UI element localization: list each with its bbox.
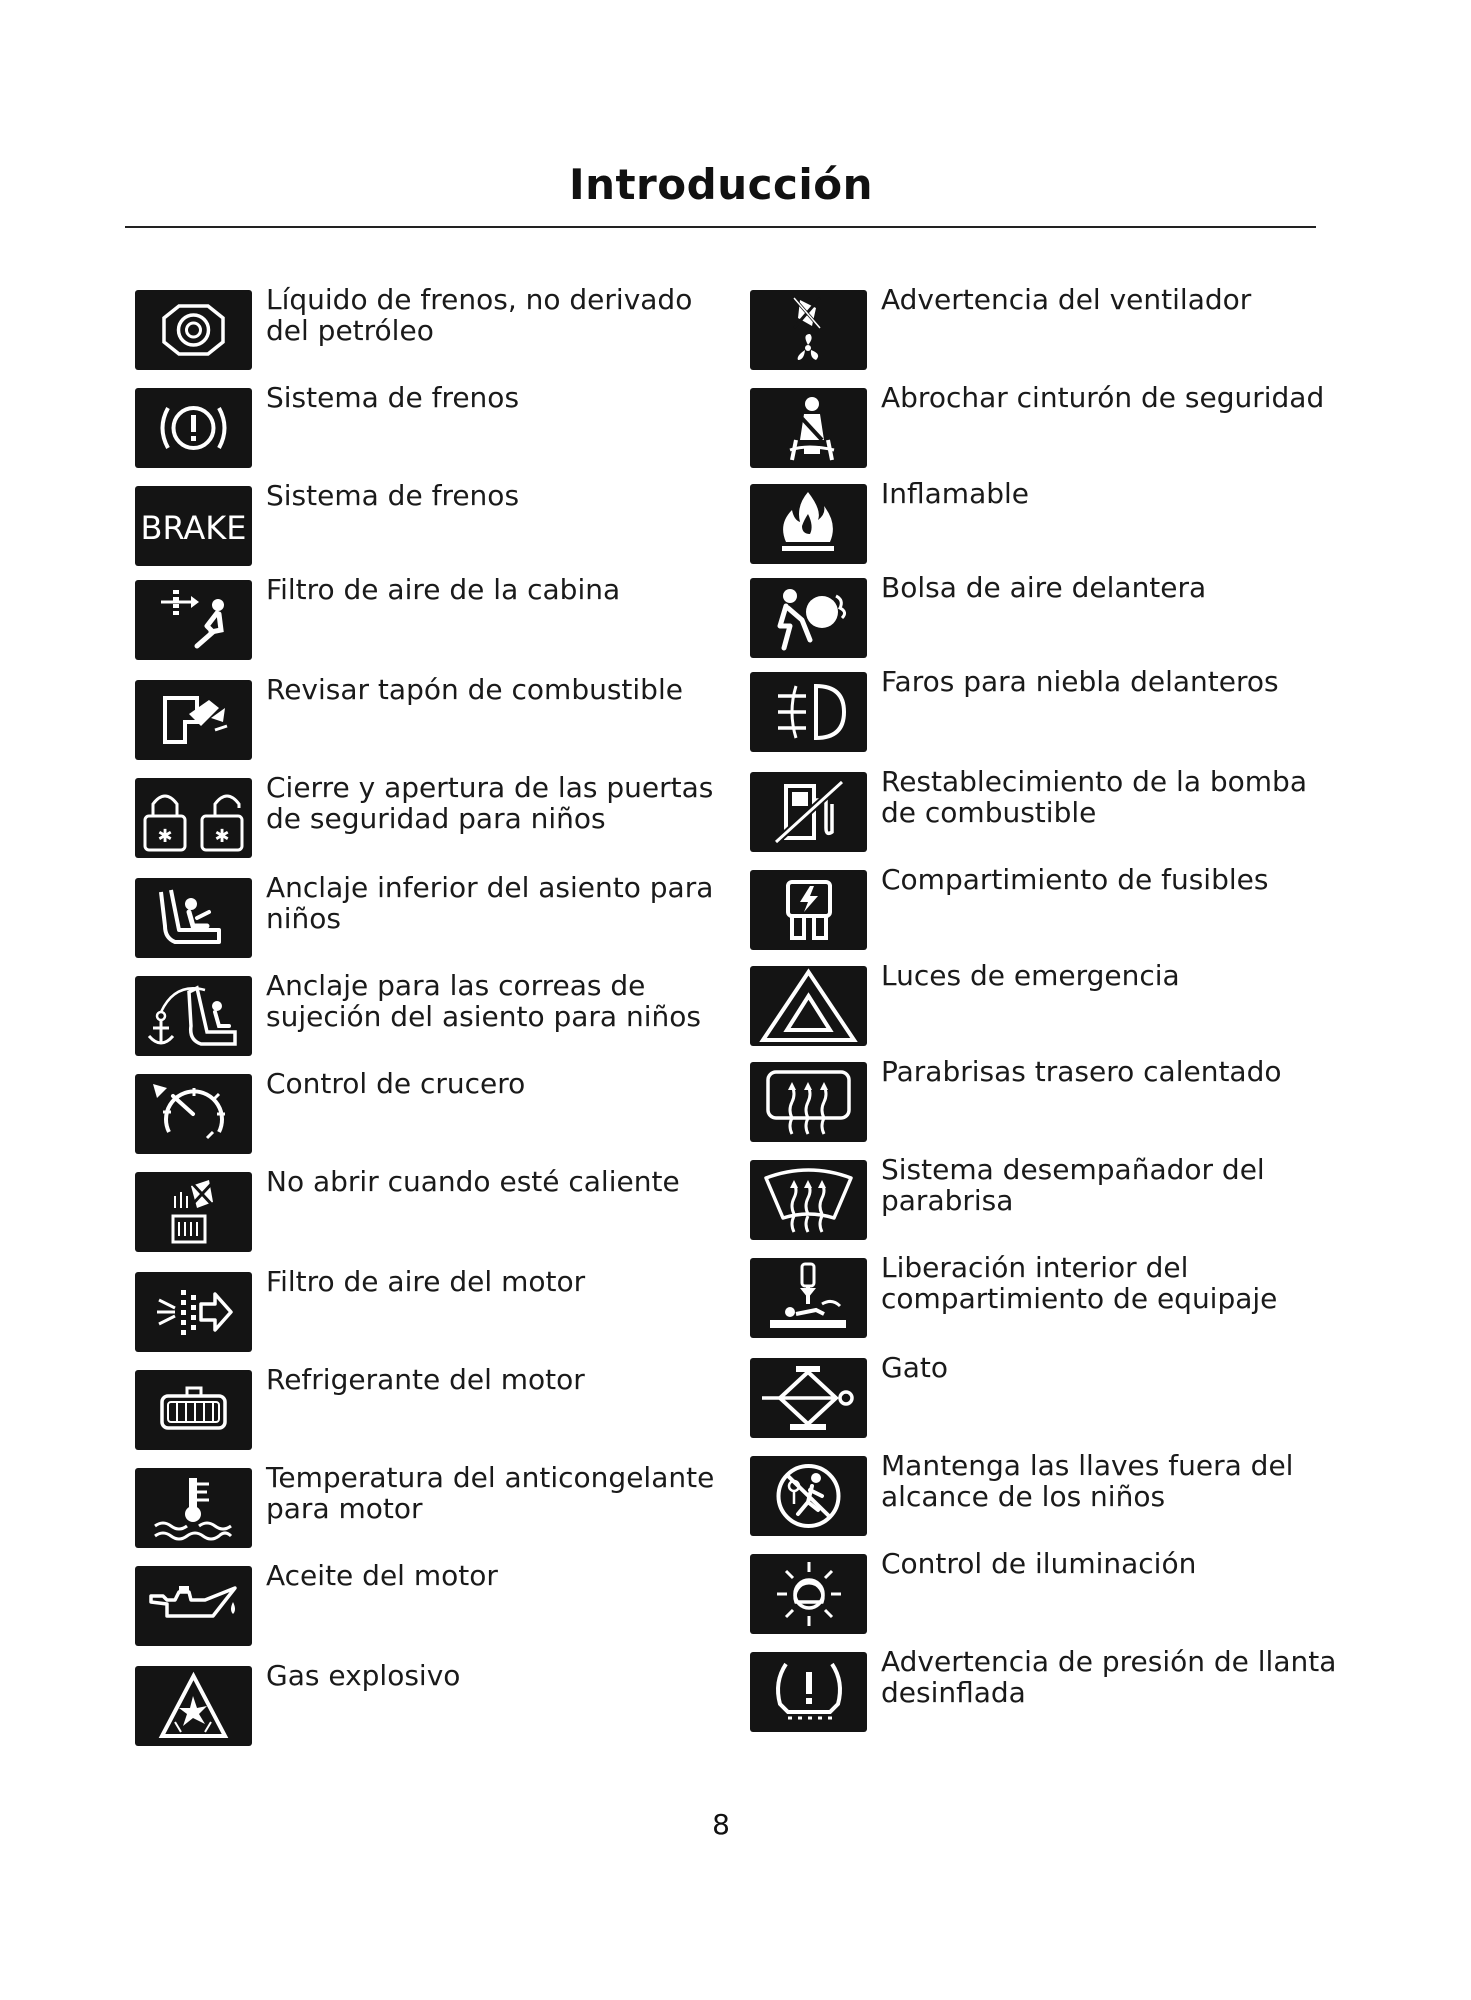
engine-oil-icon — [135, 1566, 252, 1646]
list-item — [135, 381, 735, 478]
list-item — [750, 1251, 1350, 1348]
symbol-label: Temperatura del anticongelante para motor — [266, 1461, 715, 1525]
symbol-label: Sistema de frenos — [266, 479, 520, 512]
brake-system-icon — [135, 388, 252, 468]
symbol-label: Aceite del motor — [266, 1559, 498, 1592]
symbol-label: Inflamable — [881, 477, 1030, 510]
fan-warning-icon — [750, 290, 867, 370]
list-item — [750, 863, 1350, 960]
front-airbag-icon — [750, 578, 867, 658]
symbol-label: Advertencia del ventilador — [881, 283, 1252, 316]
symbol-label: Advertencia de presión de llanta desinflada — [881, 1645, 1337, 1709]
symbol-label: Filtro de aire del motor — [266, 1265, 586, 1298]
hazard-lights-icon — [750, 966, 867, 1046]
symbol-label: Sistema de frenos — [266, 381, 520, 414]
list-item — [135, 1067, 735, 1164]
symbol-label: Control de crucero — [266, 1067, 526, 1100]
list-item — [135, 1363, 735, 1460]
list-item — [750, 381, 1350, 478]
cruise-control-icon — [135, 1074, 252, 1154]
lighting-control-icon — [750, 1554, 867, 1634]
symbol-label: Sistema desempañador del parabrisa — [881, 1153, 1265, 1217]
coolant-temperature-icon — [135, 1468, 252, 1548]
engine-coolant-icon — [135, 1370, 252, 1450]
brake-icon-text: BRAKE — [140, 509, 247, 547]
jack-icon — [750, 1358, 867, 1438]
engine-air-filter-icon — [135, 1272, 252, 1352]
trunk-release-icon — [750, 1258, 867, 1338]
list-item — [750, 1645, 1350, 1742]
list-item — [750, 571, 1350, 668]
symbol-label: Anclaje para las correas de sujeción del asiento para niños — [266, 969, 701, 1033]
list-item — [135, 673, 735, 770]
list-item — [750, 283, 1350, 380]
do-not-open-hot-icon — [135, 1172, 252, 1252]
child-seat-lower-anchor-icon — [135, 878, 252, 958]
child-safety-lock-icon — [135, 778, 252, 858]
list-item — [135, 871, 735, 968]
list-item — [135, 1659, 735, 1756]
flammable-icon — [750, 484, 867, 564]
list-item — [135, 1461, 735, 1558]
windshield-defrost-icon — [750, 1160, 867, 1240]
list-item — [750, 765, 1350, 862]
list-item — [750, 665, 1350, 762]
list-item — [135, 283, 735, 380]
symbol-label: Abrochar cinturón de seguridad — [881, 381, 1325, 414]
list-item — [135, 771, 735, 868]
list-item — [135, 573, 735, 670]
symbol-label: Filtro de aire de la cabina — [266, 573, 621, 606]
symbol-label: Anclaje inferior del asiento para niños — [266, 871, 714, 935]
list-item — [135, 1265, 735, 1362]
title-divider — [125, 226, 1316, 228]
symbol-label: Luces de emergencia — [881, 959, 1180, 992]
list-item — [750, 1351, 1350, 1448]
list-item — [750, 1547, 1350, 1644]
list-item — [750, 959, 1350, 1056]
symbol-label: Líquido de frenos, no derivado del petróleo — [266, 283, 693, 347]
front-fog-lamps-icon — [750, 672, 867, 752]
fuse-compartment-icon — [750, 870, 867, 950]
list-item — [750, 1055, 1350, 1152]
child-seat-tether-anchor-icon — [135, 976, 252, 1056]
symbol-label: Parabrisas trasero calentado — [881, 1055, 1282, 1088]
svg-text:✱: ✱ — [214, 826, 230, 847]
list-item — [135, 969, 735, 1066]
list-item — [135, 1559, 735, 1656]
explosive-gas-icon — [135, 1666, 252, 1746]
symbol-label: Gato — [881, 1351, 948, 1384]
brake-fluid-icon — [135, 290, 252, 370]
low-tire-pressure-icon — [750, 1652, 867, 1732]
keep-keys-away-children-icon — [750, 1456, 867, 1536]
list-item — [750, 1153, 1350, 1250]
list-item — [750, 477, 1350, 574]
heated-rear-window-icon — [750, 1062, 867, 1142]
symbol-label: Faros para niebla delanteros — [881, 665, 1279, 698]
cabin-air-filter-icon — [135, 580, 252, 660]
svg-text:✱: ✱ — [157, 826, 173, 847]
seatbelt-icon — [750, 388, 867, 468]
list-item — [135, 479, 735, 576]
symbol-label: Control de iluminación — [881, 1547, 1197, 1580]
symbol-label: Bolsa de aire delantera — [881, 571, 1207, 604]
symbol-label: Mantenga las llaves fuera del alcance de los niños — [881, 1449, 1294, 1513]
fuel-pump-reset-icon — [750, 772, 867, 852]
check-fuel-cap-icon — [135, 680, 252, 760]
list-item — [135, 1165, 735, 1262]
symbol-label: Restablecimiento de la bomba de combustible — [881, 765, 1307, 829]
page-number: 8 — [712, 1808, 730, 1841]
symbol-label: No abrir cuando esté caliente — [266, 1165, 680, 1198]
symbol-label: Compartimiento de fusibles — [881, 863, 1269, 896]
symbol-label: Refrigerante del motor — [266, 1363, 585, 1396]
list-item — [750, 1449, 1350, 1546]
symbol-label: Liberación interior del compartimiento de equipaje — [881, 1251, 1278, 1315]
symbol-label: Gas explosivo — [266, 1659, 461, 1692]
symbol-label: Revisar tapón de combustible — [266, 673, 683, 706]
page-title: Introducción — [568, 160, 874, 209]
symbol-label: Cierre y apertura de las puertas de seguridad para niños — [266, 771, 714, 835]
brake-text-icon — [135, 486, 252, 566]
